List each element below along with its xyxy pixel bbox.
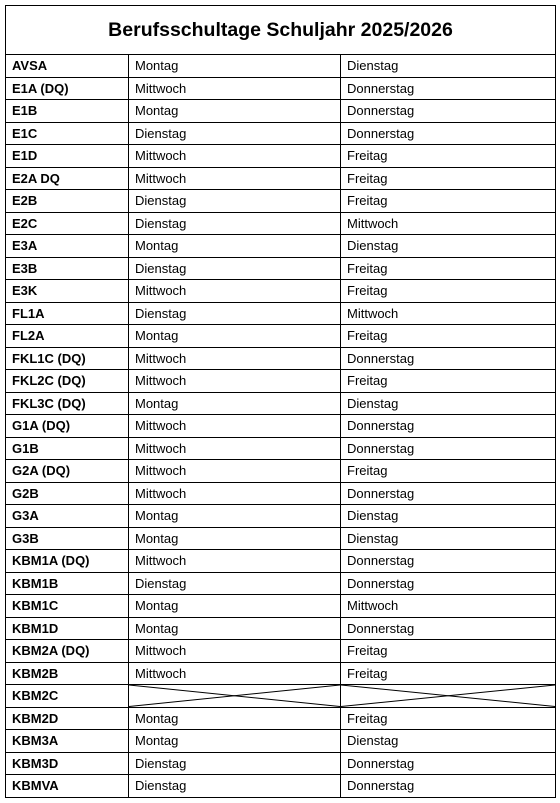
schedule-body — [6, 6, 556, 798]
first-day-cell: Dienstag — [129, 752, 341, 775]
table-row — [6, 460, 556, 483]
first-day-cell: Montag — [129, 730, 341, 753]
first-day-cell: Montag — [129, 707, 341, 730]
second-day-cell: Freitag — [341, 167, 556, 190]
class-name-cell: G3A — [6, 505, 129, 528]
class-name-cell: FL2A — [6, 325, 129, 348]
class-name-cell: G1B — [6, 437, 129, 460]
cross-out-mark — [129, 685, 340, 707]
second-day-cell: Donnerstag — [341, 100, 556, 123]
class-name-cell: KBM1D — [6, 617, 129, 640]
table-row — [6, 730, 556, 753]
class-name-cell: G2A (DQ) — [6, 460, 129, 483]
table-row — [6, 392, 556, 415]
table-row — [6, 280, 556, 303]
first-day-cell: Montag — [129, 100, 341, 123]
second-day-cell: Dienstag — [341, 527, 556, 550]
table-row — [6, 662, 556, 685]
table-row — [6, 370, 556, 393]
second-day-cell: Freitag — [341, 280, 556, 303]
second-day-cell: Dienstag — [341, 392, 556, 415]
table-row — [6, 775, 556, 798]
second-day-cell: Donnerstag — [341, 482, 556, 505]
first-day-cell: Mittwoch — [129, 280, 341, 303]
first-day-cell: Dienstag — [129, 302, 341, 325]
first-day-cell: Mittwoch — [129, 640, 341, 663]
class-name-cell: FKL1C (DQ) — [6, 347, 129, 370]
class-name-cell: KBM3D — [6, 752, 129, 775]
second-day-cell: Freitag — [341, 460, 556, 483]
class-name-cell: FKL2C (DQ) — [6, 370, 129, 393]
second-day-cell: Freitag — [341, 190, 556, 213]
class-name-cell: E3A — [6, 235, 129, 258]
first-day-cell: Montag — [129, 392, 341, 415]
table-row — [6, 685, 556, 708]
second-day-cell: Freitag — [341, 325, 556, 348]
table-row — [6, 617, 556, 640]
table-row — [6, 167, 556, 190]
table-row — [6, 235, 556, 258]
first-day-cell: Montag — [129, 235, 341, 258]
class-name-cell: E1B — [6, 100, 129, 123]
first-day-cell — [129, 685, 341, 708]
table-row — [6, 707, 556, 730]
class-name-cell: KBMVA — [6, 775, 129, 798]
first-day-cell: Mittwoch — [129, 415, 341, 438]
table-row — [6, 572, 556, 595]
first-day-cell: Mittwoch — [129, 460, 341, 483]
cross-out-mark — [341, 685, 555, 707]
class-name-cell: KBM1B — [6, 572, 129, 595]
second-day-cell: Donnerstag — [341, 122, 556, 145]
first-day-cell: Montag — [129, 325, 341, 348]
table-row — [6, 527, 556, 550]
second-day-cell: Freitag — [341, 145, 556, 168]
first-day-cell: Mittwoch — [129, 662, 341, 685]
first-day-cell: Mittwoch — [129, 145, 341, 168]
second-day-cell: Freitag — [341, 370, 556, 393]
second-day-cell: Dienstag — [341, 235, 556, 258]
first-day-cell: Mittwoch — [129, 347, 341, 370]
table-row — [6, 77, 556, 100]
first-day-cell: Dienstag — [129, 257, 341, 280]
class-name-cell: G2B — [6, 482, 129, 505]
class-name-cell: KBM2B — [6, 662, 129, 685]
first-day-cell: Mittwoch — [129, 167, 341, 190]
second-day-cell — [341, 685, 556, 708]
class-name-cell: E2C — [6, 212, 129, 235]
class-name-cell: KBM1C — [6, 595, 129, 618]
second-day-cell: Donnerstag — [341, 617, 556, 640]
second-day-cell: Dienstag — [341, 730, 556, 753]
first-day-cell: Dienstag — [129, 572, 341, 595]
class-name-cell: E1C — [6, 122, 129, 145]
table-row — [6, 100, 556, 123]
class-name-cell: E1D — [6, 145, 129, 168]
second-day-cell: Freitag — [341, 662, 556, 685]
table-row — [6, 257, 556, 280]
first-day-cell: Montag — [129, 595, 341, 618]
second-day-cell: Freitag — [341, 707, 556, 730]
table-row — [6, 347, 556, 370]
table-row — [6, 640, 556, 663]
class-name-cell: FKL3C (DQ) — [6, 392, 129, 415]
second-day-cell: Mittwoch — [341, 212, 556, 235]
class-name-cell: KBM2D — [6, 707, 129, 730]
first-day-cell: Mittwoch — [129, 370, 341, 393]
first-day-cell: Mittwoch — [129, 550, 341, 573]
second-day-cell: Donnerstag — [341, 347, 556, 370]
second-day-cell: Donnerstag — [341, 572, 556, 595]
table-row — [6, 145, 556, 168]
second-day-cell: Dienstag — [341, 505, 556, 528]
table-row — [6, 415, 556, 438]
first-day-cell: Montag — [129, 55, 341, 78]
first-day-cell: Montag — [129, 505, 341, 528]
title-row — [6, 6, 556, 55]
first-day-cell: Mittwoch — [129, 437, 341, 460]
class-name-cell: KBM3A — [6, 730, 129, 753]
class-name-cell: KBM2A (DQ) — [6, 640, 129, 663]
second-day-cell: Freitag — [341, 257, 556, 280]
class-name-cell: E3K — [6, 280, 129, 303]
table-row — [6, 595, 556, 618]
first-day-cell: Dienstag — [129, 775, 341, 798]
table-row — [6, 437, 556, 460]
class-name-cell: G3B — [6, 527, 129, 550]
second-day-cell: Donnerstag — [341, 77, 556, 100]
second-day-cell: Donnerstag — [341, 415, 556, 438]
class-name-cell: E2A DQ — [6, 167, 129, 190]
table-row — [6, 122, 556, 145]
first-day-cell: Montag — [129, 617, 341, 640]
table-row — [6, 550, 556, 573]
table-row — [6, 752, 556, 775]
table-row — [6, 482, 556, 505]
second-day-cell: Donnerstag — [341, 775, 556, 798]
class-name-cell: E2B — [6, 190, 129, 213]
first-day-cell: Dienstag — [129, 122, 341, 145]
class-name-cell: KBM1A (DQ) — [6, 550, 129, 573]
second-day-cell: Freitag — [341, 640, 556, 663]
second-day-cell: Donnerstag — [341, 752, 556, 775]
first-day-cell: Dienstag — [129, 190, 341, 213]
class-name-cell: AVSA — [6, 55, 129, 78]
table-row — [6, 55, 556, 78]
class-name-cell: KBM2C — [6, 685, 129, 708]
class-name-cell: E1A (DQ) — [6, 77, 129, 100]
first-day-cell: Mittwoch — [129, 77, 341, 100]
second-day-cell: Donnerstag — [341, 437, 556, 460]
first-day-cell: Montag — [129, 527, 341, 550]
class-name-cell: E3B — [6, 257, 129, 280]
second-day-cell: Mittwoch — [341, 302, 556, 325]
schedule-table — [5, 5, 556, 798]
table-row — [6, 212, 556, 235]
table-row — [6, 505, 556, 528]
table-row — [6, 325, 556, 348]
first-day-cell: Mittwoch — [129, 482, 341, 505]
class-name-cell: G1A (DQ) — [6, 415, 129, 438]
table-row — [6, 302, 556, 325]
first-day-cell: Dienstag — [129, 212, 341, 235]
page-title: Berufsschultage Schuljahr 2025/2026 — [6, 6, 556, 55]
second-day-cell: Mittwoch — [341, 595, 556, 618]
table-row — [6, 190, 556, 213]
class-name-cell: FL1A — [6, 302, 129, 325]
second-day-cell: Donnerstag — [341, 550, 556, 573]
second-day-cell: Dienstag — [341, 55, 556, 78]
